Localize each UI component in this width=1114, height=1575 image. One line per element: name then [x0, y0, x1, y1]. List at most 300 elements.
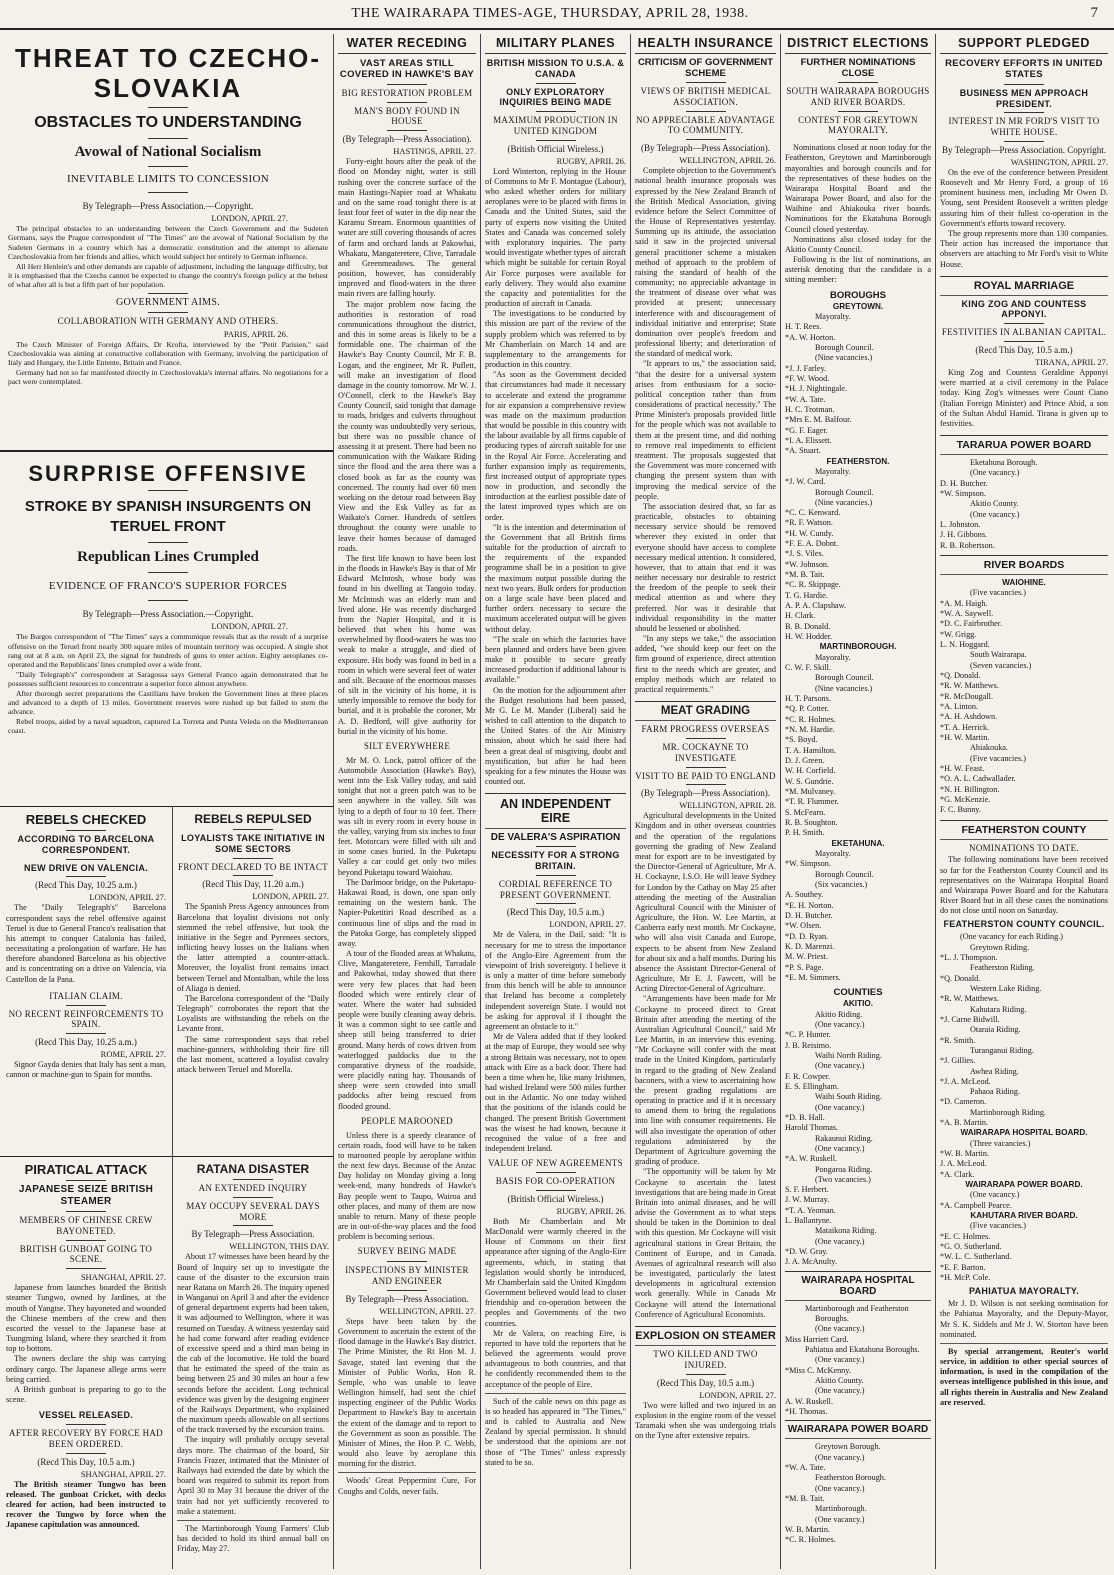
czech-para-3: The Czech Minister of Foreign Affairs, Dr Krofta, interviewed by the "Petit Parisien," said Czechoslovakia was aiming at constructive collaboration with Germany, involving the participation of Italy and Hungary, the Little Entente, Britain and France.: [8, 339, 328, 368]
health-para-4: "In any steps we take," the association added, "we should keep our feet on the firm ground of experience, direct attention first to the needs which are greater, and employ methods which are related to practical requirements.": [635, 634, 776, 694]
masthead: [0, 0, 1114, 30]
nomination-line: *C. P. Hunter.: [785, 1030, 831, 1040]
elections-head: DISTRICT ELECTIONS: [785, 34, 931, 54]
nomination-line: D. H. Butcher.: [940, 478, 988, 488]
nomination-line: *P. S. Page.: [785, 962, 824, 972]
spain-credit: By Telegraph—Press Association.—Copyright.: [82, 609, 254, 620]
military-para-4: "It is the intention and determination of the Government that all British firms suitable for the production of aircraft to the requirements of the expanded programme shall be in a position to give the maximum output possible during the next two years. Bulk orders for production on a large scale have been placed and further orders necessary to secure the maximum accelerated output will be given without delay.: [485, 522, 626, 634]
nomination-line: *C. R. Holmes.: [785, 714, 836, 724]
nomination-line: H. Clark.: [785, 611, 816, 621]
section-rule: [0, 1156, 333, 1157]
eire-sub-2: NECESSITY FOR A STRONG BRITAIN.: [491, 850, 620, 872]
nomination-line: *J. A. McLeod.: [940, 1076, 991, 1086]
rebels-checked-recd: (Recd This Day, 10.25 a.m.): [35, 880, 137, 891]
nomination-line: GREYTOWN.: [832, 301, 884, 311]
nomination-line: S. F. Herbert.: [785, 1185, 829, 1195]
nomination-line: *H. J. Nightingale.: [785, 384, 848, 394]
water-credit: (By Telegraph—Press Association).: [342, 134, 472, 145]
nomination-line: Mayoralty.: [815, 652, 851, 662]
elections-para-3: Following is the list of nominations, an asterisk denoting that the candidate is a sitting member:: [785, 255, 931, 285]
nomination-line: Harold Thomas.: [785, 1123, 839, 1133]
water-para-7: Unless there is a speedy clearance of certain roads, food will have to be taken to marooned people by aeroplane within the next few days. Because of the Anzac Day holiday on Monday giving a long week-end, many hundreds of Hawke's Bay people went to Taupo, Wairoa and other places, and many of them are now unable to return. Many of these people are in out-of-the-way places and the food problem is becoming serious.: [338, 1130, 476, 1242]
military-credit: (British Official Wireless.): [507, 143, 604, 154]
nomination-line: *H. W. Cundy.: [785, 528, 834, 538]
nomination-line: *W. B. Martin.: [940, 1149, 990, 1159]
water-dateline-2: WELLINGTON, APRIL 27.: [379, 1305, 476, 1316]
power-board-list: [785, 1442, 931, 1545]
nomination-line: South Wairarapa.: [970, 650, 1027, 660]
nomination-line: C. W. F. Skill.: [785, 663, 831, 673]
support-para-1: On the eve of the conference between President Roosevelt and Mr Henry Ford, a group of 16 prominent business men, including Mr Owen D. Young, sent President Roosevelt a written pledge assuring him of their fullest co-operation in the Government's efforts toward recovery.: [940, 167, 1108, 228]
rebels-repulsed-recd: (Recd This Day, 11.20 a.m.): [202, 879, 304, 890]
nomination-line: *C. R. Skippage.: [785, 580, 841, 590]
czech-dateline-2: PARIS, APRIL 26.: [223, 328, 288, 339]
military-para-2: The investigations to be conducted by this mission are part of the review of the supply problem which was referred to by Mr Chamberlain on March 14 and are supplementary to the arrangements for production in this country.: [485, 309, 626, 370]
czech-para-1: The principal obstacles to an understanding between the Czech Government and the Sudeten Germans, says the Prague correspondent of "The Times" are the avowal of National Socialism by the Sudeten Germans in a country which has a democratic constitution and the attempt to alienate Czechoslovakia from her friends and allies, which would subject her entirely to German influence.: [8, 223, 328, 262]
water-article: [338, 34, 476, 1569]
piratical-sub-5: AFTER RECOVERY BY FORCE HAD BEEN ORDERED.: [9, 1428, 163, 1449]
water-sub-3: MAN'S BODY FOUND IN HOUSE: [354, 105, 460, 127]
nomination-line: L. Johnston.: [940, 520, 981, 530]
nomination-line: *E. C. Holmes.: [940, 1231, 991, 1241]
elections-para-2: Nominations also closed today for the Akitio County Council.: [785, 234, 931, 254]
nomination-line: *A. Stuart.: [785, 446, 821, 456]
royal-recd: (Recd This Day, 10.5 a.m.): [975, 345, 1073, 356]
spain-deck-1: STROKE BY SPANISH INSURGENTS ON TERUEL FRONT: [24, 498, 312, 535]
nomination-line: D. J. Green.: [785, 756, 825, 766]
nomination-line: *T. A. Yeoman.: [785, 1205, 836, 1215]
czech-subhead-2: COLLABORATION WITH GERMANY AND OTHERS.: [57, 315, 279, 326]
czech-deck-3: INEVITABLE LIMITS TO CONCESSION: [66, 172, 270, 185]
support-sub-1: RECOVERY EFFORTS IN UNITED STATES: [945, 58, 1103, 81]
nomination-line: *E. F. Barton.: [940, 1262, 986, 1272]
nomination-line: Western Lake Riding.: [970, 983, 1042, 993]
military-sub-2: ONLY EXPLORATORY INQUIRIES BEING MADE: [499, 86, 612, 108]
nomination-line: L. Ballantyne.: [785, 1216, 832, 1226]
nomination-line: H. C. Trotman.: [785, 404, 835, 414]
column-rule: [172, 806, 173, 1156]
nomination-line: *J. Carne Bidwill.: [940, 1014, 1000, 1024]
nomination-line: T. A. Hamilton.: [785, 745, 837, 755]
spain-para-4: Rebel troops, aided by a naval squadron, captured La Torreta and Punta Veleda on the Mediterranean coast.: [8, 716, 328, 736]
nomination-line: A. Southey.: [785, 890, 824, 900]
nomination-line: *T. R. Flummer.: [785, 797, 839, 807]
piratical-article: [6, 1162, 166, 1570]
rebels-checked-sub-4: NO RECENT REINFORCEMENTS TO SPAIN.: [8, 1008, 164, 1030]
featherston-council-head: FEATHERSTON COUNTY COUNCIL.: [943, 919, 1105, 930]
eire-para-1: Mr de Valera, in the Dail, said: "It is necessary for me to stress the importance of the Anglo-Eire Agreement from the viewpoint of Irish sovereignty. I believe it is only a matter of time before somebody from this bench will be able to announce that Ireland has become a completely independent sovereign State. I would not be asking for approval if I thought the agreement an obstacle to it.": [485, 930, 626, 1031]
water-para-4: Mr M. O. Lock, patrol officer of the Automobile Association (Hawke's Bay), went into the Esk Valley today, and said tonight that not a green patch was to be seen anywhere in the valley. Silt was lying to a depth of four to 10 feet. There was silt in every room in every house in the valley, varying from six inches to four feet. Motorcars were filled with silt and in some cases buried. In the Puketapu Valley a car could get only two miles beyond Puketapu toward Waiohau.: [338, 755, 476, 877]
nomination-line: (One vacancy.): [815, 1102, 865, 1112]
piratical-sub-3: BRITISH GUNBOAT GOING TO SCENE.: [19, 1243, 153, 1265]
water-head: WATER RECEDING: [338, 34, 476, 54]
nomination-line: *Miss C. McKenny.: [785, 1365, 851, 1375]
eire-para-4: Mr de Valera, on reaching Eire, is reported to have told the reporters that he believed the agreements would prove advantageous to both countries, and that he confidently recommended them to the acceptance of the people of Eire.: [485, 1328, 626, 1389]
nomination-line: *R. F. Watson.: [785, 518, 833, 528]
tararua-list: [940, 458, 1108, 551]
piratical-para-2: The owners declare the ship was carrying ordinary cargo. The Japanese allege arms were being carried.: [6, 1354, 166, 1384]
health-article: [635, 34, 776, 1569]
nomination-line: (One vacancy.): [815, 1483, 865, 1493]
section-rule: [0, 450, 333, 452]
nomination-line: (Nine vacancies.): [815, 497, 873, 507]
rebels-repulsed-article: [177, 812, 329, 1152]
explosion-sub: TWO KILLED AND TWO INJURED.: [653, 1348, 758, 1370]
military-article: [485, 34, 626, 1569]
ratana-para-3: The Martinborough Young Farmers' Club has decided to hold its third annual ball on Friday, May 27.: [177, 1523, 329, 1554]
nomination-line: (One vacancy.): [815, 1019, 865, 1029]
support-sub-3: INTEREST IN MR FORD'S VISIT TO WHITE HOUSE.: [948, 116, 1100, 138]
nomination-line: H. W. Hodder.: [785, 632, 833, 642]
rebels-checked-para-1: The "Daily Telegraph's" Barcelona correspondent says the rebel offensive against Teruel is due to General Franco's realisation that his attempt to conquer Catalonia has failed, necessitating a prolongation of warfare. He has therefore abandoned Barcelona as his objective and is concentrating on a drive on Valencia, via Castellon de la Pana.: [6, 903, 166, 984]
nomination-line: (Seven vacancies.): [970, 660, 1032, 670]
elections-sub-1: FURTHER NOMINATIONS CLOSE: [800, 57, 916, 79]
nomination-line: *G. O. Sutherland.: [940, 1242, 1002, 1252]
nomination-line: *Q. Donald.: [940, 671, 981, 681]
spain-dateline: LONDON, APRIL 27.: [211, 621, 288, 632]
military-para-5: "The scale on which the factories have been planned and orders have been given make it possible to secure greatly increased production if additional labour is available.": [485, 634, 626, 685]
health-sub-1: CRITICISM OF GOVERNMENT SCHEME: [637, 57, 774, 79]
water-dateline: HASTINGS, APRIL 27.: [393, 146, 476, 157]
rebels-checked-head: REBELS CHECKED: [25, 812, 147, 827]
rebels-checked-para-2: Signor Gayda denies that Italy has sent a man, cannon or machine-gun to Spain for months.: [6, 1060, 166, 1080]
nomination-line: *D. B. Hall.: [785, 1112, 825, 1122]
nomination-line: *D. Cameron.: [940, 1097, 987, 1107]
military-dateline: RUGBY, APRIL 26.: [556, 155, 626, 166]
nomination-line: W. S. Gundrie.: [785, 776, 834, 786]
boroughs-head: BOROUGHS: [830, 289, 886, 301]
nomination-line: (One vacancy.): [815, 1143, 865, 1153]
piratical-head: PIRATICAL ATTACK: [24, 1162, 148, 1177]
rebels-repulsed-para-3: The same correspondent says that rebel machine-gunners, withholding their fire till the last moment, scattered a loyalist cavalry attack between Teruel and Morella.: [177, 1034, 329, 1075]
piratical-dateline-2: SHANGHAI, APRIL 27.: [80, 1468, 166, 1479]
nomination-line: Awhea Riding.: [970, 1066, 1019, 1076]
nomination-line: Martinborough and Featherston: [805, 1303, 909, 1313]
nomination-line: (Five vacancies.): [970, 1221, 1026, 1231]
nomination-line: Borough Council.: [815, 487, 874, 497]
rebels-checked-sub-3: ITALIAN CLAIM.: [49, 990, 123, 1001]
nomination-line: Waihi South Riding.: [815, 1092, 882, 1102]
meat-dateline: WELLINGTON, APRIL 28.: [679, 800, 776, 811]
nomination-line: *F. E. A. Dobnt.: [785, 539, 839, 549]
ratana-credit: By Telegraph—Press Association.: [191, 1229, 315, 1240]
column-rule: [780, 34, 781, 1569]
spain-deck-3: EVIDENCE OF FRANCO'S SUPERIOR FORCES: [48, 580, 288, 592]
nomination-line: *Q. P. Cotter.: [785, 704, 829, 714]
explosion-dateline: LONDON, APRIL 27.: [699, 1389, 776, 1400]
rebels-repulsed-dateline: LONDON, APRIL 27.: [252, 891, 329, 902]
featherston-county-para: The following nominations have been received so far for the Featherston County Council and its representatives on the Wairarapa Hospital Board and Wairarapa Power Board and for the Kahutara River Board but in all these cases the nominations do not close until noon on Saturday.: [940, 855, 1108, 916]
meat-sub-3: VISIT TO BE PAID TO ENGLAND: [635, 770, 776, 781]
nomination-line: J. B. Reisimo.: [785, 1040, 832, 1050]
nomination-line: *D. D. Ryan.: [785, 931, 829, 941]
military-head: MILITARY PLANES: [485, 34, 626, 54]
royal-dateline: TIRANA, APRIL 27.: [1035, 357, 1108, 368]
nomination-line: *G. McKenzie.: [940, 794, 991, 804]
ratana-para-1: About 17 witnesses have been heard by the Board of Inquiry set up to investigate the cause of the disaster to the excursion train near Ratana on March 26. The inquiry opened in Wanganui on April 3 and after the evidence of general department experts had been taken, it was adjourned to Wellington, where it was resumed on Tuesday. A witness yesterday said he had come forward after reading evidence of excessive speed and a third man being in the cab of the locomotive. He told the board that he estimated the speed of the train as being between 25 and 30 miles an hour a few seconds before the accident. Long technical evidence was given by the designing engineer of the Railways Department, who explained the maximum speeds allowable on all sections of the track traversed by the excursion trains.: [177, 1252, 329, 1435]
elections-para-1: Nominations closed at noon today for the Featherston, Greytown and Martinborough mayoralties and borough councils and for the representatives of these bodies on the Wairarapa Hospital Board and the Wairarapa Power Board, and also for the Waihine and Ahiakouka river boards. Nominations for the Ekatahuna Borough Council closed yesterday.: [785, 143, 931, 234]
ratana-article: [177, 1162, 329, 1570]
nomination-line: *R. McDougall.: [940, 691, 993, 701]
nomination-line: (One vacancy.): [970, 509, 1020, 519]
elections-article: [785, 34, 931, 1569]
nomination-line: *J. W. Card.: [785, 477, 826, 487]
nomination-line: L. N. Hoggard.: [940, 640, 990, 650]
meat-para-2: "Arrangements have been made for Mr Cockayne to proceed direct to Great Britain after attending the meeting of the Australian Agricultural Council," said Mr Lee Martin, in an interview this evening. "Mr Cockayne will confer with the meat trade in the United Kingdom, particularly in regard to the grading of New Zealand baconers, with a view to ascertaining how the present grading regulations are operating in practice and if it is necessary to amend them to bring the regulations into line with consumer requirements. He will also investigate the operation of other regulations administered by the Department of Agriculture governing the grading of produce.: [635, 994, 776, 1167]
boroughs-list: [785, 302, 931, 984]
nomination-line: EKETAHUNA.: [831, 838, 885, 848]
nomination-line: (One vacancy.): [815, 1386, 865, 1396]
nomination-line: *I. A. Elissett.: [785, 435, 832, 445]
nomination-line: (One vacancy for each Riding.): [960, 932, 1063, 942]
nomination-line: *Q. Donald.: [940, 973, 981, 983]
river-boards-list: [940, 578, 1108, 816]
czech-dateline: LONDON, APRIL 27.: [211, 212, 288, 223]
nomination-line: *M. Mulvaney.: [785, 787, 836, 797]
eire-para-3: Both Mr Chamberlain and Mr MacDonald were warmly cheered in the House of Commons on their first appearance after signing of the Anglo-Eire agreements, which, in stating that legislation would shortly be introduced, Mr Chamberlain said the United Kingdom Government believed would lead to closer friendship and co-operation between the peoples and Governments of the two countries.: [485, 1216, 626, 1328]
rebels-checked-article: [6, 812, 166, 1152]
nomination-line: *F. W. Wood.: [785, 373, 830, 383]
elections-sub-2: SOUTH WAIRARAPA BOROUGHS AND RIVER BOARDS.: [786, 86, 930, 107]
nomination-line: *W. Olsen.: [785, 921, 822, 931]
eire-dateline: LONDON, APRIL 27.: [549, 919, 626, 930]
royal-sub-1: KING ZOG AND COUNTESS APPONYI.: [961, 298, 1087, 320]
nomination-line: (Nine vacancies.): [815, 353, 873, 363]
eire-credit-2: (British Official Wireless.): [507, 1193, 604, 1204]
river-boards-head: RIVER BOARDS: [983, 559, 1065, 572]
military-sub-3: MAXIMUM PRODUCTION IN UNITED KINGDOM: [493, 115, 618, 136]
nomination-line: WAIOHINE.: [1002, 578, 1046, 588]
nomination-line: *W. Simpson.: [940, 489, 986, 499]
czech-deck-1: OBSTACLES TO UNDERSTANDING: [34, 113, 302, 131]
rebels-repulsed-sub-1: LOYALISTS TAKE INITIATIVE IN SOME SECTORS: [181, 833, 325, 854]
nomination-line: (One vacancy.): [815, 1236, 865, 1246]
explosion-recd: (Recd This Day, 10.5 a.m.): [656, 1377, 755, 1388]
nomination-line: Mayoralty.: [815, 311, 851, 321]
meat-para-3: "The opportunity will be taken by Mr Cockayne to ascertain the latest investigations that are being made in Great Britain into animal diseases, and he will advise the Government as to what steps should be taken in the Dominion to deal with this question. Mr Cockayne will visit agricultural stations in Great Britain, the Continent of Europe, and in Canada. Avenues of agricultural research will also be investigated, particularly the latest developments in agricultural extension work generally. While in Canada Mr Cockayne will attend the International Conference of Agricultural Economists.: [635, 1167, 776, 1319]
nomination-line: *A. Linton.: [940, 702, 978, 711]
nomination-line: *L. J. Thompson.: [940, 952, 998, 962]
nomination-line: *A. M. Haigh.: [940, 598, 988, 608]
nomination-line: (One vacancy.): [815, 1514, 865, 1524]
nomination-line: Miss Harriett Card.: [785, 1334, 849, 1344]
elections-sub-3: CONTEST FOR GREYTOWN MAYORALTY.: [798, 114, 918, 136]
nomination-line: Waihi North Riding.: [815, 1050, 882, 1060]
water-sub-6: SURVEY BEING MADE: [357, 1246, 457, 1257]
nomination-line: A. P. A. Clapshaw.: [785, 601, 847, 611]
support-article: [940, 34, 1108, 1569]
nomination-line: *M. B. Tait.: [785, 570, 825, 580]
royal-head: ROYAL MARRIAGE: [973, 279, 1075, 292]
nomination-line: H. T. Rees.: [785, 322, 822, 332]
health-para-2: "It appears to us," the association said, "that the desire for a universal system arises from enthusiasm for a socio-political conception rather than from considerations of practical necessity." The Prime Minister's proposals provided little for the people which was not available to them at the present time, and did nothing to remove real impediments to efficient treatment. The proposals suggested that the Government was more concerned with changing the present system than with improving the medical service of the people.: [635, 359, 776, 501]
meat-para-1: Agricultural developments in the United Kingdom and in other overseas countries and the operation of the regulations governing the grading of New Zealand meat for export are to be investigated by the Director-General of Agriculture, Mr A. H. Cockayne, I.S.O. He will leave Sydney for London by the Cathay on May 25 after attending the meeting of the Australian Agricultural Council with the Minister of Agriculture, the Hon. W. Lee Martin, at Canberra early next month. Mr Cockayne, who will also visit Canada and Europe, expects to be absent from New Zealand for about six and a half months. During his absence the Assistant Director-General of Agriculture, Mr E. J. Fawcett, will be Acting Director-General of Agriculture.: [635, 811, 776, 994]
nomination-line: *W. Grigg.: [940, 629, 977, 639]
nomination-line: *R. Smith.: [940, 1035, 976, 1045]
nomination-line: J. H. Gibbons.: [940, 530, 988, 540]
nomination-line: *H. Thomas.: [785, 1407, 828, 1417]
nomination-line: S. McFearn.: [785, 807, 826, 817]
military-sub-1: BRITISH MISSION TO U.S.A. & CANADA: [486, 58, 625, 79]
military-para-6: On the motion for the adjournment after the Budget resolutions had been passed, Mr G. Le M. Mander (Liberal) said he wished to call attention to the dispatch to the United States of the Air Ministry mission, about which he said there had been a great deal of misgiving, doubt and mystification, but after he had been speaking for a few minutes the House was counted out.: [485, 685, 626, 787]
nomination-line: Pongaroa Riding.: [815, 1164, 873, 1174]
explosion-head: EXPLOSION ON STEAMER: [635, 1329, 776, 1342]
nomination-line: *G. F. Eager.: [785, 425, 828, 435]
rebels-repulsed-head: REBELS REPULSED: [194, 812, 312, 826]
nomination-line: WAIRARAPA POWER BOARD.: [965, 1180, 1083, 1190]
rebels-checked-dateline: LONDON, APRIL 27.: [89, 892, 166, 903]
eire-para-2: Mr de Valera added that if they looked at the map of Europe, they would see why a strong Britain was necessary, not to open attack with Eire as a back door. There had been a time when he, like many Irishmen, had wished Ireland were 500 miles further out in the Atlantic. No one today wished that the positions of the islands could be changed. The present British Government was the wisest he had known, because it recognised the value of a free and independent Ireland.: [485, 1032, 626, 1154]
nomination-line: Eketahuna Borough.: [970, 458, 1038, 468]
explosion-para: Two were killed and two injured in an explosion in the engine room of the vessel Taramaki when she was undergoing trials on the Tyne after extensive repairs.: [635, 1400, 776, 1441]
nomination-line: Akitio County.: [815, 1376, 864, 1386]
nomination-line: (Two vacancies.): [815, 1174, 871, 1184]
nomination-line: *Mrs E. M. Balfour.: [785, 415, 852, 425]
nomination-line: T. G. Hardie.: [785, 590, 828, 600]
eire-sub-3: CORDIAL REFERENCE TO PRESENT GOVERNMENT.: [498, 878, 613, 900]
nomination-line: F. C. Bunny.: [940, 805, 981, 815]
czech-credit: By Telegraph—Press Association.—Copyright.: [82, 200, 254, 211]
health-credit: (By Telegraph—Press Association).: [641, 143, 770, 154]
nomination-line: *W. Johnson.: [785, 559, 830, 569]
nomination-line: Borough Council.: [815, 673, 874, 683]
eire-sub-5: BASIS FOR CO-OPERATION: [495, 1176, 616, 1187]
nomination-line: (One vacancy.): [970, 468, 1020, 478]
nomination-line: *M. B. Tait.: [785, 1494, 825, 1504]
nomination-line: Mayoralty.: [815, 466, 851, 476]
nomination-line: Pahiatua and Ekatahuna Boroughs.: [805, 1345, 920, 1355]
nomination-line: Greytown Riding.: [970, 942, 1030, 952]
nomination-line: *D. W. Gray.: [785, 1247, 828, 1257]
nomination-line: *H. McP. Cole.: [940, 1273, 991, 1283]
ratana-dateline: WELLINGTON, THIS DAY.: [229, 1241, 329, 1252]
eire-sub-1: DE VALERA'S ASPIRATION: [490, 832, 621, 844]
water-sub-1: VAST AREAS STILL COVERED IN HAWKE'S BAY: [339, 58, 475, 81]
military-para-3: "As soon as the Government decided that circumstances had made it necessary to accelerate and extend the programme for air expansion a comprehensive review was made on the maximum production that would be possible in this country with the labour available by all firms capable of producing types of aircraft suitable for use in the Royal Air Force. Accelerating and further expansion imply as requirements, first increased output of appropriate types now in production, and secondly the introduction at the earliest possible date of the latest improved types which are on order.: [485, 370, 626, 522]
nomination-line: *A. W. Ruskell.: [785, 1154, 838, 1164]
nomination-line: Featherston Riding.: [970, 963, 1035, 973]
czech-deck-2: Avowal of National Socialism: [74, 143, 262, 160]
health-sub-2: VIEWS OF BRITISH MEDICAL ASSOCIATION.: [640, 86, 771, 107]
rebels-repulsed-para-1: The Spanish Press Agency announces from Barcelona that loyalist divisions not only stemmed the rebel offensive, but took the initiative in the Segre and Pyrenees sectors, inflicting heavy losses on the Italians when the latter attempted a counter-attack. Moreover, the loyalist front remains intact between Teruel and Montalban, while the loss of Aliaga is denied.: [177, 902, 329, 993]
rebels-checked-dateline-2: ROME, APRIL 27.: [100, 1049, 166, 1060]
nomination-line: *W. Simpson.: [785, 859, 831, 869]
nomination-line: *N. H. Billington.: [940, 784, 1000, 794]
water-ad: Woods' Great Peppermint Cure, For Coughs and Colds, never fails.: [338, 1476, 476, 1496]
pahiatua-para: Mr J. D. Wilson is not seeking nomination for the Pahiatua Mayoralty, and the Deputy-Mayor, Mr S. K. Siddels and Mr J. W. Storton have been nominated.: [940, 1299, 1108, 1339]
nomination-line: *T. A. Herrick.: [940, 722, 990, 732]
spain-para-1: The Burgos correspondent of "The Times" says a communique reveals that as the result of a surprise offensive on the Teruel front nearly 300 square miles of mountain territory was occupied. A single shot rang out at 8 a.m. on April 23, the signal for hundreds of guns to enter action. Eighty aeroplanes co-operated and the Republicans' lines crumpled over a wide front.: [8, 632, 328, 670]
nomination-line: (Nine vacancies.): [815, 683, 873, 693]
spain-headline: SURPRISE OFFENSIVE: [28, 461, 308, 486]
water-para-5: The Darlmoor bridge, on the Puketapu-Hakawai Road, is down, one span only remaining on the western bank. The Napier-Puketitiri Road described as a continuous line of slips and the road in the Patoka Gorge, has completely slipped away.: [338, 877, 476, 948]
nomination-line: (One vacancy.): [815, 1452, 865, 1462]
piratical-para-1: Japanese from launches boarded the British steamer Tungwo, owned by Jardines, at the mouth of Yangtse. They bayoneted and wounded the Chinese members of the crew and then escorted the vessel to the Japanese base at Tsungming Island, where they searched it from top to bottom.: [6, 1283, 166, 1354]
meat-sub-2: MR. COCKAYNE TO INVESTIGATE: [662, 741, 749, 763]
piratical-sub-1: JAPANESE SEIZE BRITISH STEAMER: [18, 1184, 154, 1207]
health-para-3: The association desired that, so far as practicable, obstacles to obtaining necessary service should be removed wherever they existed in order that everyone should have access to complete necessary medical attention. It considered, however, that to attain that end it was neither necessary nor desirable to restrict the freedom of the people to seek their medical attention as and where they preferred. Nor was it desirable that individual responsibility in the matter should be lessened or abolished.: [635, 501, 776, 633]
column-rule: [172, 1156, 173, 1569]
piratical-para-3: A British gunboat is preparing to go to the scene.: [6, 1384, 166, 1405]
piratical-sub-4: VESSEL RELEASED.: [38, 1410, 134, 1421]
nomination-line: Ahiakouka.: [970, 743, 1008, 753]
support-sub-2: BUSINESS MEN APPROACH PRESIDENT.: [959, 87, 1089, 109]
meat-head: MEAT GRADING: [660, 705, 751, 718]
rebels-checked-recd-2: (Recd This Day, 10.25 a.m.): [35, 1037, 137, 1048]
nomination-line: Borough Council.: [815, 342, 874, 352]
featherston-county-head: FEATHERSTON COUNTY: [961, 823, 1087, 836]
support-head: SUPPORT PLEDGED: [940, 34, 1108, 54]
nomination-line: *H. W. Martin.: [940, 732, 990, 742]
spain-para-2: "Daily Telegraph's" correspondent at Saragossa says General Franco again demonstrated that he possesses sufficient resources to concentrate a superior force almost anywhere.: [8, 669, 328, 689]
support-para-2: The group represents more than 130 companies. Their action has increased the importance that observers are attaching to Mr Ford's visit to White House.: [940, 229, 1108, 269]
nomination-line: *N. M. Hardie.: [785, 725, 835, 735]
nomination-line: F. R. Cowper.: [785, 1071, 831, 1081]
czech-article: [8, 34, 328, 449]
nomination-line: *J. Gillies.: [940, 1056, 976, 1066]
water-sub-4: SILT EVERYWHERE: [363, 740, 451, 751]
nomination-line: *E. M. Simmers.: [785, 972, 841, 982]
nomination-line: P. H. Smith.: [785, 828, 825, 838]
nomination-line: *A. Clark.: [940, 1169, 975, 1179]
nomination-line: MARTINBOROUGH.: [819, 642, 897, 652]
pahiatua-head: PAHIATUA MAYORALTY.: [968, 1286, 1080, 1297]
support-dateline: WASHINGTON, APRIL 27.: [1010, 156, 1108, 167]
nomination-line: *D. C. Fairbrother.: [940, 619, 1003, 629]
rebels-repulsed-sub-2: FRONT DECLARED TO BE INTACT: [178, 861, 328, 872]
nomination-line: *J. J. Farley.: [785, 363, 827, 373]
nomination-line: KAHUTARA RIVER BOARD.: [970, 1211, 1078, 1221]
nomination-line: *W. A. Tate.: [785, 394, 826, 404]
czech-para-2: All Herr Henlein's and other demands are capable of adjustment, including the language difficulty, but it is emphasised that the Czechs cannot be expected to change the country's foreign policy at the behest of what after all is but a fifth part of her population.: [8, 261, 328, 290]
nomination-line: J. A. McAnulty.: [785, 1257, 838, 1267]
water-para-3: The first life known to have been lost in the floods in Hawke's Bay is that of Mr Edward McIntosh, whose body was found in his dwelling at Tangoio today. Mr McIntosh was an elderly man and lived alone. He was recently discharged from the Napier Hospital, and it is believed that when his home was overwhelmed by flood-waters he was too weak to make a struggle, and died of exposure. His body was found in bed in a room in which were several feet of water and silt. Because of the enormous masses of silt in the vicinity of his home, it is utterly impossible to remove the body for burial, and it is probable the coroner, Mr A. D. Bedford, will give authority for burial in the vicinity of his home.: [338, 553, 476, 736]
nomination-line: D. H. Butcher.: [785, 910, 833, 920]
water-credit-2: By Telegraph—Press Association.: [345, 1293, 469, 1304]
nomination-line: *A. W. Horton.: [785, 332, 836, 342]
nomination-line: Akitio County.: [970, 499, 1019, 509]
nomination-line: J. W. Murray.: [785, 1195, 830, 1205]
nomination-line: *E. H. Norton.: [785, 900, 834, 910]
eire-para-5: Such of the cable news on this page as is so headed has appeared in "The Times," and is cabled to Australia and New Zealand by special permission. It should be understood that the opinions are not those of "The Times" unless expressly stated to be so.: [485, 1396, 626, 1467]
nomination-line: K. D. Marenzi.: [785, 941, 835, 951]
column-rule: [630, 34, 631, 1569]
nomination-line: *W. A. Tate.: [785, 1463, 826, 1473]
meat-credit: (By Telegraph—Press Association).: [641, 788, 770, 799]
nomination-line: *W. L. C. Sutherland.: [940, 1252, 1012, 1262]
water-para-6: A tour of the flooded areas at Whakatu, Clive, Mangateretere, Fernhill, Tarradale and Pakowhai, today showed that there were very few places that had been flooded which were entirely clear of water. Where the water had subsided people were busily cleaning away debris. It was a common sight to see cattle and sheep still being transferred to drier ground. Many herds of cows driven from waterlogged paddocks due to the comparative dryness of the roadside, were placidly eating hay. Thousands of sheep were seen crowded into small paddocks after being rescued from flooded ground.: [338, 949, 476, 1111]
piratical-sub-2: MEMBERS OF CHINESE CREW BAYONETED.: [19, 1215, 153, 1236]
ratana-sub-1: AN EXTENDED INQUIRY: [198, 1183, 308, 1193]
spain-article: [8, 455, 328, 805]
royal-sub-2: FESTIVITIES IN ALBANIAN CAPITAL.: [941, 327, 1107, 338]
column-rule: [333, 34, 334, 1569]
nomination-line: H. T. Parsons.: [785, 694, 831, 704]
piratical-dateline: SHANGHAI, APRIL 27.: [80, 1272, 166, 1283]
nomination-line: *A. H. Ashdown.: [940, 712, 998, 722]
czech-subhead: GOVERNMENT AIMS.: [115, 296, 221, 308]
hospital-board-list: [785, 1304, 931, 1418]
nomination-line: Akitio Riding.: [815, 1009, 863, 1019]
nomination-line: Pahaoa Riding.: [970, 1087, 1021, 1097]
power-board-head: WAIRARAPA POWER BOARD: [787, 1424, 929, 1436]
hospital-board-head: WAIRARAPA HOSPITAL BOARD: [801, 1274, 915, 1297]
nomination-line: Borough Council.: [815, 869, 874, 879]
nomination-line: R. B. Robertson.: [940, 540, 995, 550]
rebels-checked-sub-1: ACCORDING TO BARCELONA CORRESPONDENT.: [17, 834, 155, 855]
nomination-line: A. W. Ruskell.: [785, 1396, 833, 1406]
spain-deck-2: Republican Lines Crumpled: [77, 549, 259, 565]
